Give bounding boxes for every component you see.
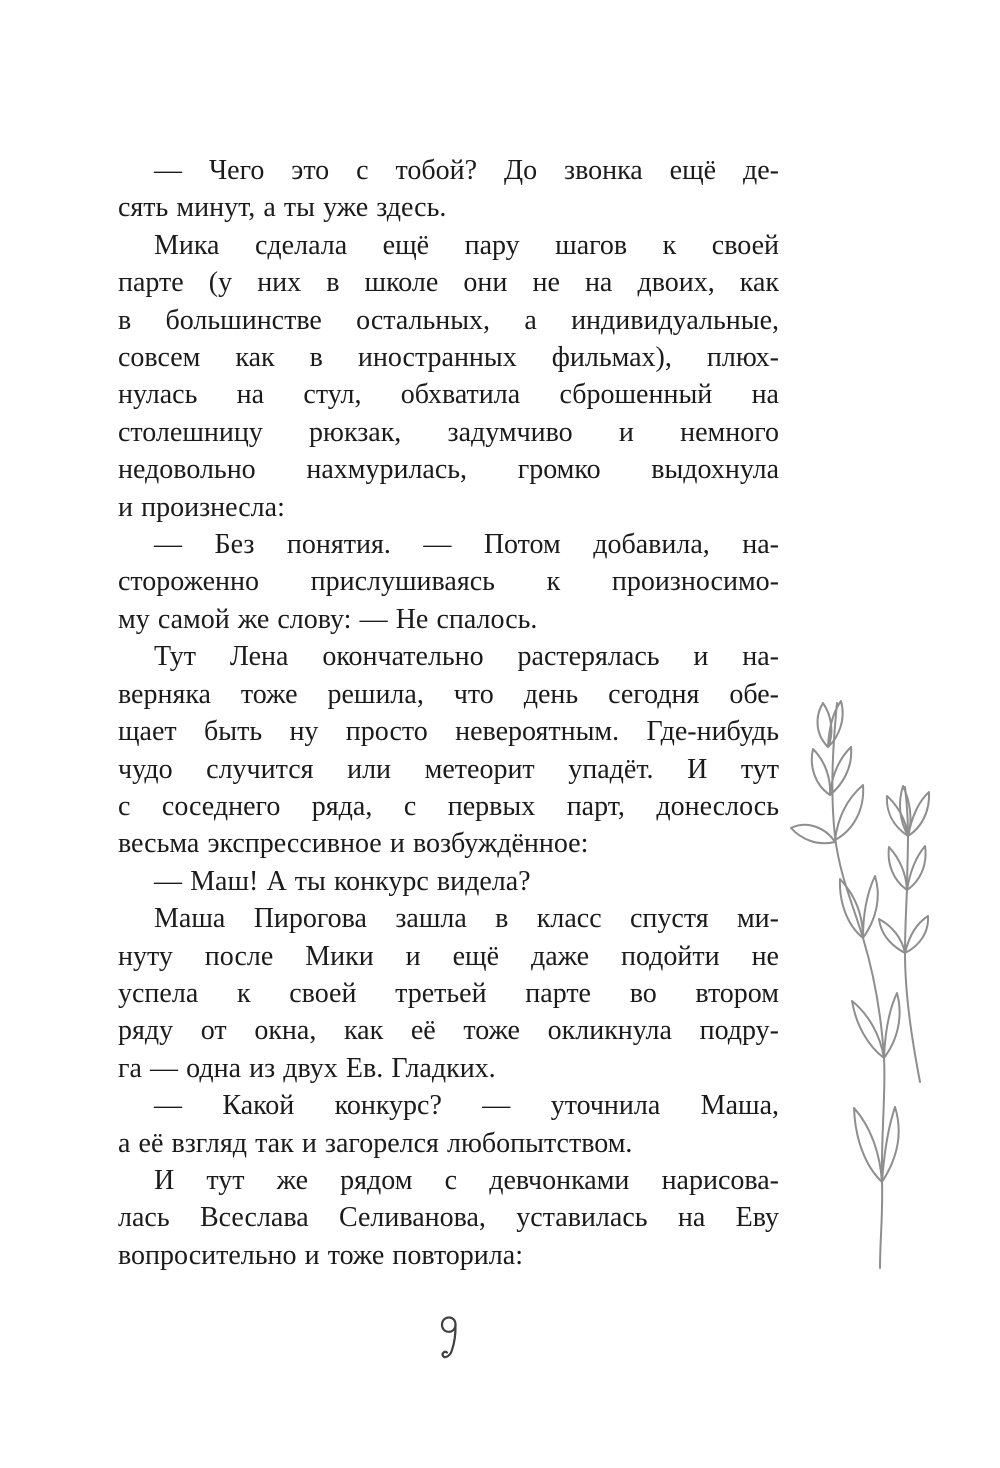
plant-leaf — [812, 749, 830, 795]
paragraph — [118, 638, 779, 862]
text-line: успела к своей третьей парте во втором — [118, 977, 779, 1009]
text-line: ряду от окна, как её тоже окликнула подру- — [118, 1015, 779, 1047]
page-number — [118, 1316, 779, 1364]
text-line: вопросительно и тоже повторила: — [118, 1239, 523, 1271]
text-line: парте (у них в школе они не на двоих, как — [118, 267, 779, 299]
text-line: Тут Лена окончательно растерялась и на- — [154, 641, 779, 673]
text-line: И тут же рядом с девчонками нарисова- — [154, 1164, 779, 1196]
plant-leaf — [835, 785, 863, 840]
text-line: — Чего это с тобой? До звонка ещё де- — [154, 155, 779, 186]
plant-sprig-illustration — [780, 690, 1000, 1280]
text-column — [118, 152, 779, 1274]
plant-leaf — [791, 825, 835, 843]
text-line: нулась на стул, обхватила сброшенный на — [118, 379, 779, 411]
plant-sprig-svg — [780, 690, 1000, 1280]
text-line: и произнесла: — [118, 491, 285, 523]
text-line: весьма экспрессивное и возбуждённое: — [118, 828, 589, 860]
text-line: верняка тоже решила, что день сегодня обе- — [118, 678, 779, 710]
text-line: стороженно прислушиваясь к произносимо- — [118, 566, 779, 598]
text-line: совсем как в иностранных фильмах), плюх- — [118, 342, 779, 374]
plant-leaf — [907, 846, 926, 890]
text-line: в большинстве остальных, а индивидуальные, — [118, 304, 779, 336]
text-line: нуту после Мики и ещё даже подойти не — [118, 940, 779, 972]
plant-leaf — [863, 876, 878, 938]
text-line: а её взгляд так и загорелся любопытством. — [118, 1127, 633, 1159]
plant-leaf — [882, 1107, 899, 1182]
plant-leaf — [879, 919, 905, 953]
text-line: га — одна из двух Ев. Гладких. — [118, 1052, 496, 1084]
text-line: му самой же слову: — Не спалось. — [118, 603, 538, 635]
plant-stem-left — [832, 703, 884, 1268]
paragraph — [118, 152, 779, 227]
text-line: лась Всеслава Селиванова, уставилась на Еву — [118, 1202, 779, 1234]
paragraph — [118, 1162, 779, 1274]
paragraph — [118, 526, 779, 638]
text-line: Мика сделала ещё пару шагов к своей — [154, 229, 779, 261]
text-line: — Маш! А ты конкурс видела? — [154, 865, 531, 897]
paragraph — [118, 900, 779, 1087]
text-line: — Без понятия. — Потом добавила, на- — [154, 529, 779, 561]
text-line: столешницу рюкзак, задумчиво и немного — [118, 416, 779, 448]
paragraph — [118, 227, 779, 526]
plant-leaf — [854, 1108, 882, 1182]
text-line: сять минут, а ты уже здесь. — [118, 192, 447, 224]
plant-leaf — [905, 916, 928, 953]
plant-leaf — [889, 847, 907, 890]
text-line: чудо случится или метеорит упадёт. И тут — [118, 753, 779, 785]
text-line: с соседнего ряда, с первых парт, донеслось — [118, 790, 779, 822]
text-line: Маша Пирогова зашла в класс спустя ми- — [154, 903, 779, 935]
text-line: — Какой конкурс? — уточнила Маша, — [154, 1090, 779, 1122]
text-line: щает быть ну просто невероятным. Где-нибудь — [118, 716, 779, 748]
text-line: недовольно нахмурилась, громко выдохнула — [118, 454, 779, 486]
paragraph — [118, 1087, 779, 1162]
plant-leaf — [884, 993, 900, 1058]
paragraph — [118, 863, 779, 900]
page-number-glyph — [437, 1316, 461, 1364]
